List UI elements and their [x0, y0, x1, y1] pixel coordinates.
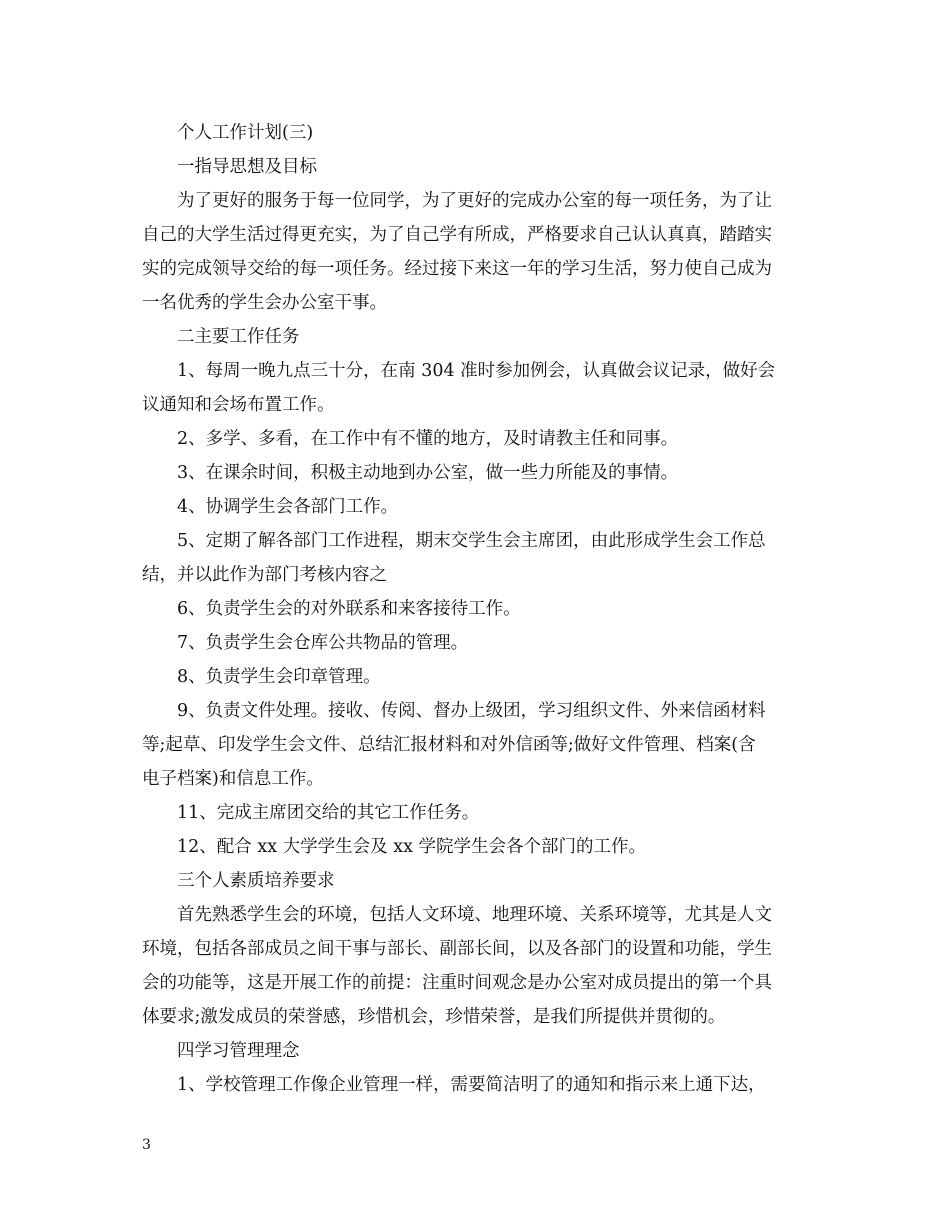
text-line: 结，并以此作为部门考核内容之 [142, 565, 387, 585]
text-line: 实的完成领导交给的每一项任务。经过接下来这一年的学习生活，努力使自己成为 [142, 259, 772, 279]
text-line: 自己的大学生活过得更充实，为了自己学有所成，严格要求自己认认真真，踏踏实 [142, 225, 772, 245]
text-line: 体要求;激发成员的荣誉感，珍惜机会，珍惜荣誉，是我们所提供并贯彻的。 [142, 1007, 726, 1027]
text-line: 1、学校管理工作像企业管理一样，需要简洁明了的通知和指示来上通下达， [177, 1075, 766, 1095]
text-line: 个人工作计划(三) [177, 123, 314, 143]
text-line: 电子档案)和信息工作。 [142, 769, 324, 789]
text-line: 三个人素质培养要求 [177, 871, 335, 891]
text-line: 会的功能等，这是开展工作的前提：注重时间观念是办公室对成员提出的第一个具 [142, 973, 772, 993]
text-line: 11、完成主席团交给的其它工作任务。 [177, 803, 480, 823]
text-line: 环境，包括各部成员之间干事与部长、副部长间，以及各部门的设置和功能，学生 [142, 939, 772, 959]
text-line: 1、每周一晚九点三十分，在南 304 准时参加例会，认真做会议记录，做好会 [177, 361, 776, 381]
text-line: 9、负责文件处理。接收、传阅、督办上级团，学习组织文件、外来信函材料 [177, 701, 766, 721]
text-line: 二主要工作任务 [177, 327, 300, 347]
text-line: 四学习管理理念 [177, 1041, 300, 1061]
text-line: 一指导思想及目标 [177, 157, 317, 177]
text-line: 5、定期了解各部门工作进程，期末交学生会主席团，由此形成学生会工作总 [177, 531, 766, 551]
text-line: 7、负责学生会仓库公共物品的管理。 [177, 633, 469, 653]
text-line: 首先熟悉学生会的环境，包括人文环境、地理环境、关系环境等，尤其是人文 [177, 905, 772, 925]
text-line: 4、协调学生会各部门工作。 [177, 497, 399, 517]
text-line: 3、在课余时间，积极主动地到办公室，做一些力所能及的事情。 [177, 463, 679, 483]
text-line: 议通知和会场布置工作。 [142, 395, 335, 415]
document-body [142, 116, 812, 1102]
text-line: 2、多学、多看，在工作中有不懂的地方，及时请教主任和同事。 [177, 429, 679, 449]
page-number: 3 [142, 1137, 151, 1153]
text-line: 12、配合 xx 大学学生会及 xx 学院学生会各个部门的工作。 [177, 837, 646, 857]
text-line: 一名优秀的学生会办公室干事。 [142, 293, 387, 313]
text-line: 等;起草、印发学生会文件、总结汇报材料和对外信函等;做好文件管理、档案(含 [142, 735, 756, 755]
text-line: 8、负责学生会印章管理。 [177, 667, 381, 687]
text-line: 6、负责学生会的对外联系和来客接待工作。 [177, 599, 521, 619]
text-line: 为了更好的服务于每一位同学，为了更好的完成办公室的每一项任务，为了让 [177, 191, 772, 211]
